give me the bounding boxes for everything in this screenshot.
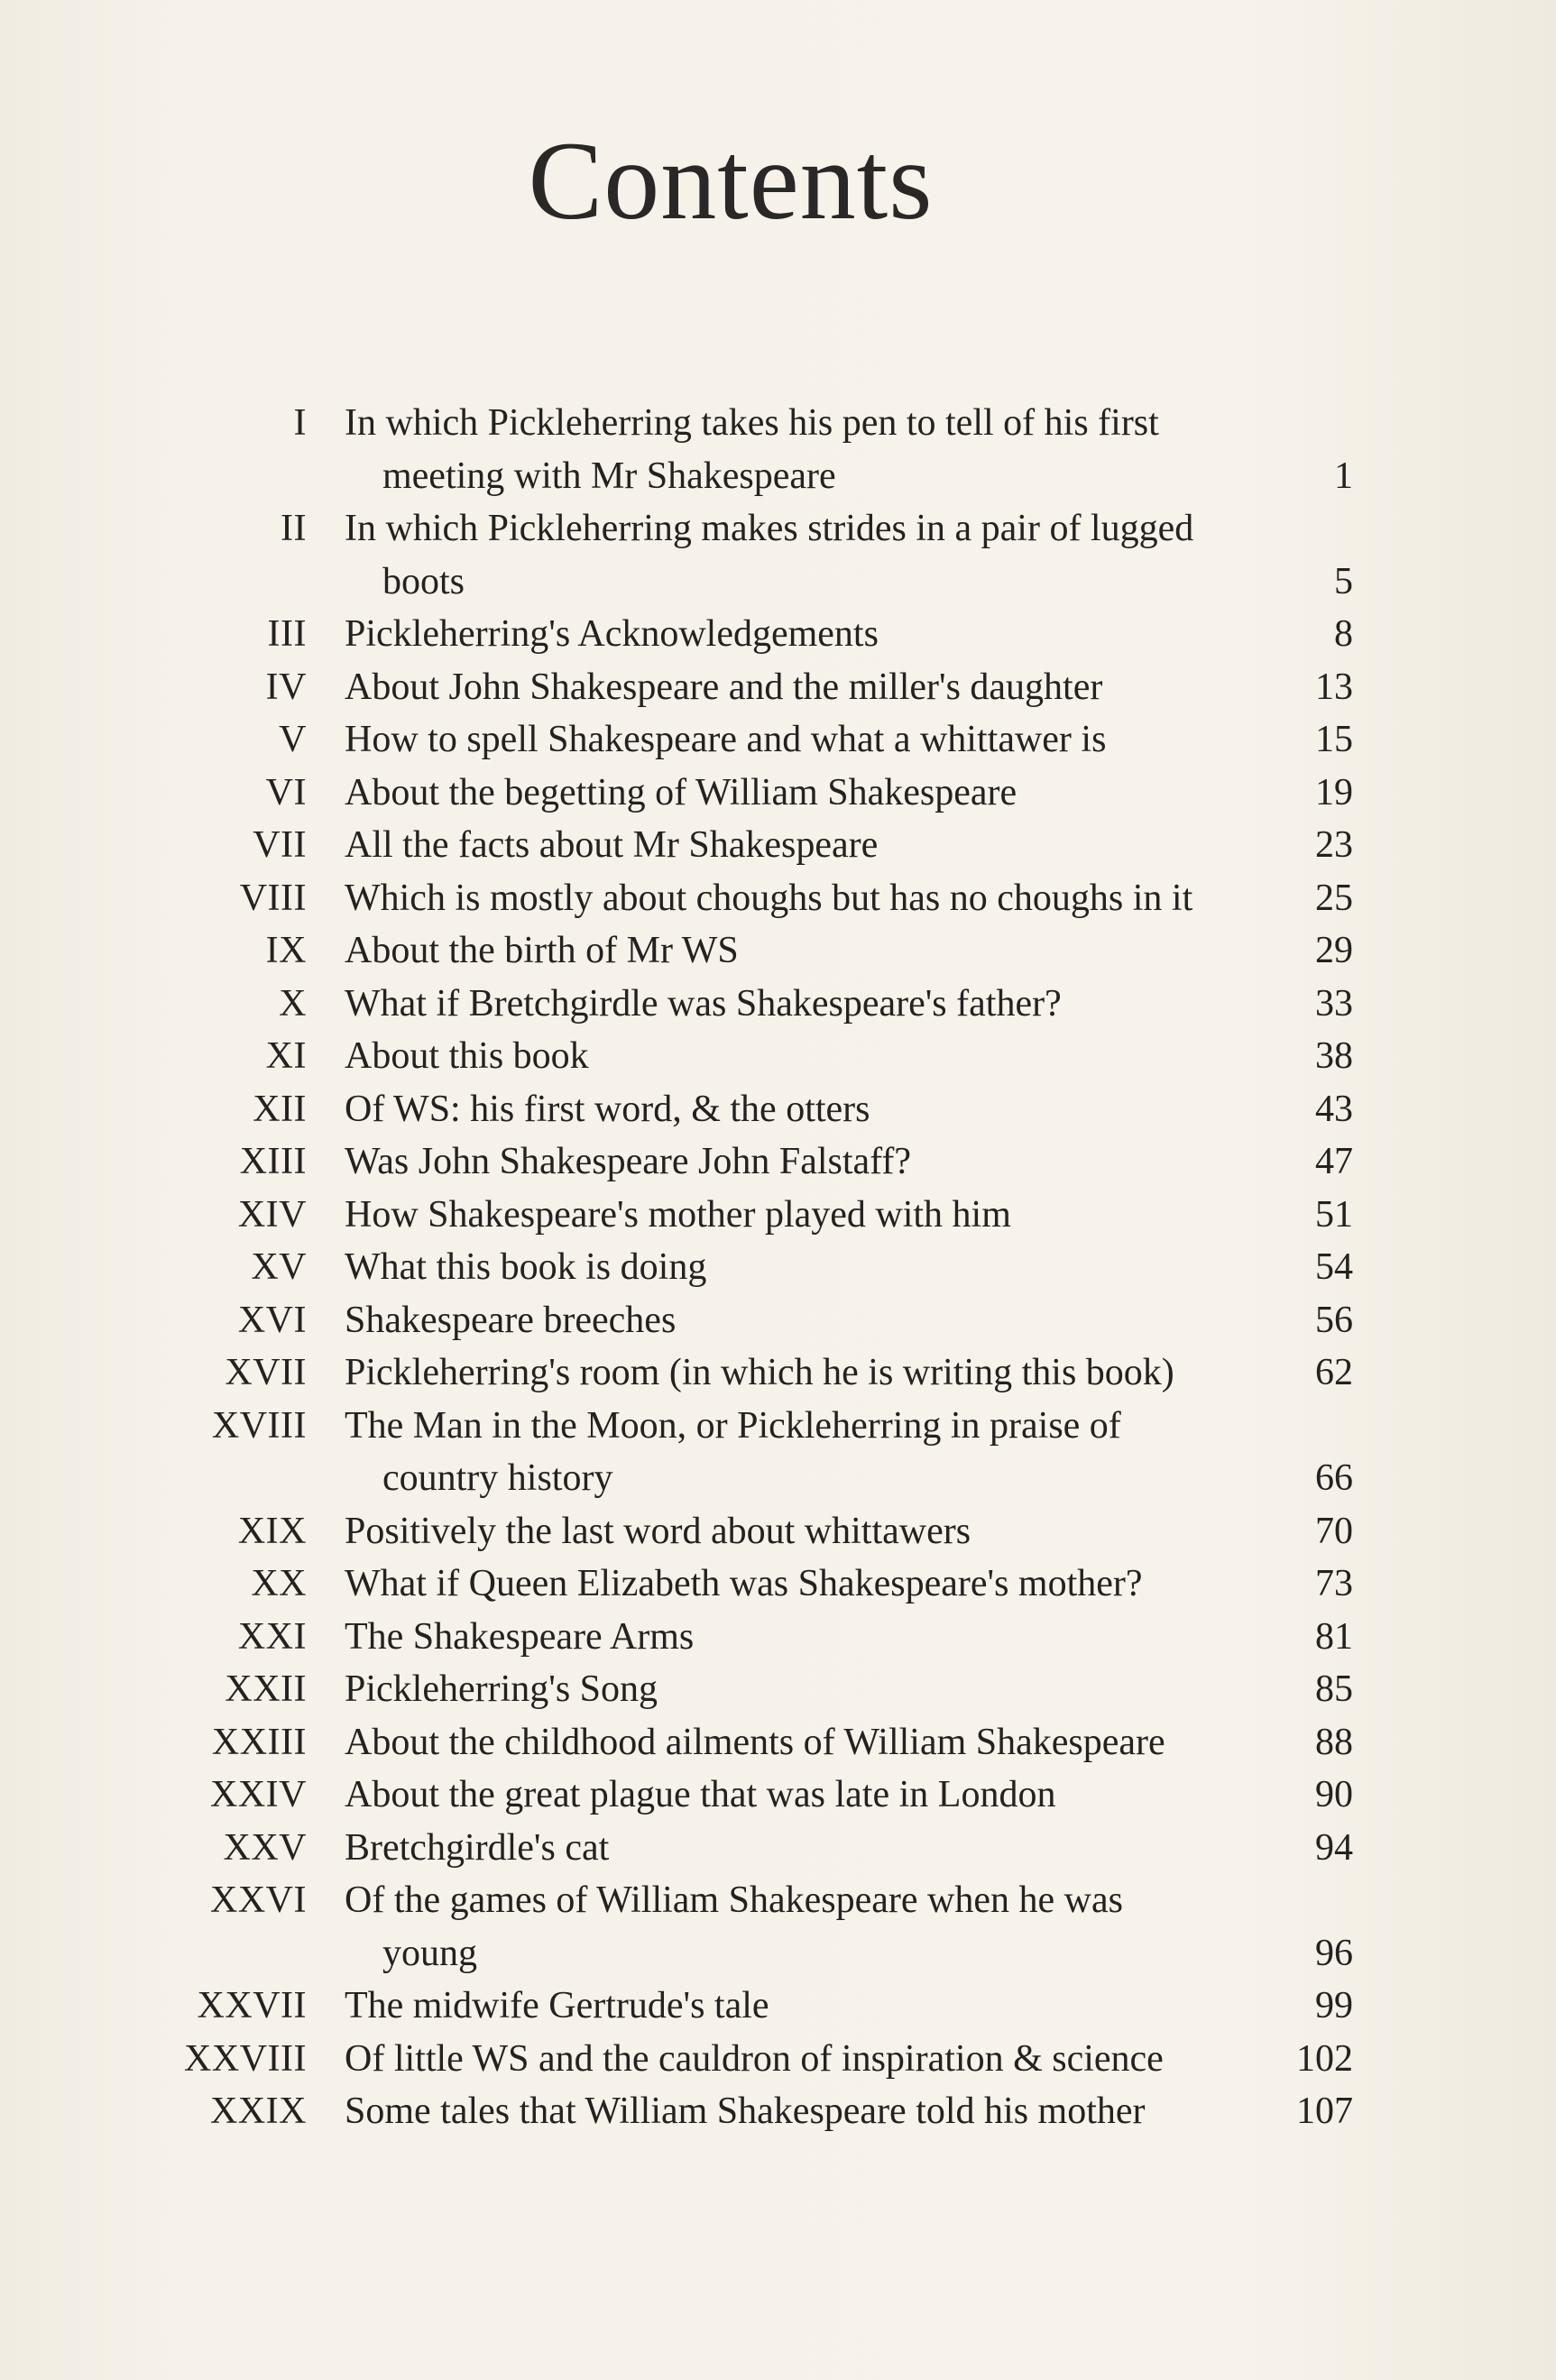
chapter-title: What if Queen Elizabeth was Shakespeare's mother? xyxy=(345,1563,1143,1604)
toc-entry xyxy=(135,978,1353,1031)
chapter-number: XXIV xyxy=(210,1774,307,1815)
page-number: 47 xyxy=(1315,1141,1353,1182)
chapter-number: VII xyxy=(253,824,307,866)
toc-entry xyxy=(135,608,1353,661)
toc-entry xyxy=(135,1611,1353,1664)
chapter-title: In which Pickleherring makes strides in a pair of lugged boots xyxy=(345,508,1194,602)
toc-entry xyxy=(135,713,1353,767)
chapter-title: All the facts about Mr Shakespeare xyxy=(345,824,879,866)
toc-entry xyxy=(135,1400,1353,1505)
chapter-number: XIV xyxy=(237,1193,307,1236)
chapter-number: VIII xyxy=(239,877,307,919)
chapter-number: XX xyxy=(251,1563,307,1604)
chapter-number: XXIX xyxy=(210,2091,307,2132)
chapter-title: About the great plague that was late in London xyxy=(345,1774,1056,1815)
chapter-title: Pickleherring's Acknowledgements xyxy=(345,613,879,655)
page-number: 85 xyxy=(1315,1668,1353,1710)
page-number: 96 xyxy=(1315,1932,1353,1974)
chapter-number: XI xyxy=(265,1035,307,1077)
page-number: 88 xyxy=(1315,1721,1353,1763)
page-number: 81 xyxy=(1315,1615,1353,1658)
toc-entry xyxy=(135,819,1353,872)
chapter-title: Was John Shakespeare John Falstaff? xyxy=(345,1141,912,1182)
toc-entry xyxy=(135,1505,1353,1558)
chapter-title: About this book xyxy=(345,1035,589,1077)
chapter-number: XXVII xyxy=(197,1985,307,2026)
chapter-title: About the begetting of William Shakespeare xyxy=(345,771,1017,813)
chapter-title: Shakespeare breeches xyxy=(345,1299,677,1341)
chapter-number: V xyxy=(279,719,307,760)
chapter-title: About the childhood ailments of William Shakespeare xyxy=(345,1721,1165,1763)
toc-entry xyxy=(135,872,1353,925)
toc-entry xyxy=(135,1980,1353,2033)
chapter-title: What this book is doing xyxy=(345,1246,707,1288)
toc-entry xyxy=(135,502,1353,608)
toc-entry xyxy=(135,1769,1353,1822)
page-number: 1 xyxy=(1334,455,1353,497)
chapter-number: II xyxy=(281,508,307,549)
chapter-number: XVI xyxy=(237,1299,307,1341)
page-title: Contents xyxy=(528,119,934,243)
toc-entry xyxy=(135,1558,1353,1611)
chapter-title: Pickleherring's Song xyxy=(345,1668,658,1710)
chapter-title: Some tales that William Shakespeare told his mother xyxy=(345,2091,1146,2132)
chapter-number: III xyxy=(267,613,307,655)
toc-entry xyxy=(135,767,1353,820)
chapter-title: How to spell Shakespeare and what a whittawer is xyxy=(345,719,1107,760)
chapter-number: XXVI xyxy=(210,1879,307,1921)
page-number: 73 xyxy=(1315,1563,1353,1604)
chapter-number: XXV xyxy=(223,1826,307,1869)
chapter-title: What if Bretchgirdle was Shakespeare's father? xyxy=(345,982,1062,1025)
toc-entry xyxy=(135,1822,1353,1875)
toc-entry xyxy=(135,1030,1353,1083)
page-number: 70 xyxy=(1315,1510,1353,1552)
page-number: 25 xyxy=(1315,877,1353,919)
chapter-number: XXI xyxy=(237,1615,307,1658)
chapter-number: XIX xyxy=(237,1510,307,1552)
chapter-number: VI xyxy=(265,771,307,813)
chapter-title: Of WS: his first word, & the otters xyxy=(345,1088,870,1130)
page-number: 107 xyxy=(1296,2091,1353,2132)
page-number: 19 xyxy=(1315,771,1353,813)
toc-entry xyxy=(135,1135,1353,1189)
toc-entry xyxy=(135,1663,1353,1716)
toc-entry xyxy=(135,1083,1353,1136)
chapter-title: Bretchgirdle's cat xyxy=(345,1826,610,1869)
page-number: 102 xyxy=(1296,2037,1353,2080)
chapter-title: The Shakespeare Arms xyxy=(345,1615,695,1658)
toc-entry xyxy=(135,1241,1353,1294)
toc-entry xyxy=(135,1294,1353,1347)
chapter-number: XXVIII xyxy=(184,2037,307,2080)
chapter-number: IV xyxy=(265,666,307,708)
toc-entry xyxy=(135,1346,1353,1400)
chapter-title: Positively the last word about whittawers xyxy=(345,1510,971,1552)
chapter-title: How Shakespeare's mother played with him xyxy=(345,1193,1011,1236)
toc-entry xyxy=(135,924,1353,978)
page-number: 15 xyxy=(1315,719,1353,760)
chapter-number: XXIII xyxy=(211,1721,307,1763)
page-number: 23 xyxy=(1315,824,1353,866)
page-number: 94 xyxy=(1315,1826,1353,1869)
chapter-number: XVII xyxy=(225,1352,307,1393)
toc-entry xyxy=(135,397,1353,502)
page-number: 51 xyxy=(1315,1193,1353,1236)
chapter-title: About John Shakespeare and the miller's daughter xyxy=(345,666,1103,708)
chapter-title: Pickleherring's room (in which he is writing this book) xyxy=(345,1352,1174,1393)
chapter-title: The midwife Gertrude's tale xyxy=(345,1985,769,2026)
chapter-number: XXII xyxy=(225,1668,307,1710)
page-number: 90 xyxy=(1315,1774,1353,1815)
page-number: 13 xyxy=(1315,666,1353,708)
chapter-number: I xyxy=(293,402,307,444)
page-number: 38 xyxy=(1315,1035,1353,1077)
chapter-title: Of the games of William Shakespeare when he was young xyxy=(345,1879,1123,1974)
chapter-number: X xyxy=(279,982,307,1025)
toc-entry xyxy=(135,1189,1353,1242)
page-number: 54 xyxy=(1315,1246,1353,1288)
chapter-number: XVIII xyxy=(211,1404,307,1447)
chapter-number: IX xyxy=(265,930,307,971)
page-number: 66 xyxy=(1315,1457,1353,1499)
page-number: 56 xyxy=(1315,1299,1353,1341)
table-of-contents xyxy=(135,397,1353,2138)
chapter-title: The Man in the Moon, or Pickleherring in praise of country history xyxy=(345,1404,1121,1499)
chapter-number: XIII xyxy=(239,1141,307,1182)
page-number: 33 xyxy=(1315,982,1353,1025)
chapter-number: XII xyxy=(253,1088,307,1130)
chapter-title: About the birth of Mr WS xyxy=(345,930,739,971)
chapter-title: Of little WS and the cauldron of inspiration & science xyxy=(345,2037,1164,2080)
page-number: 29 xyxy=(1315,930,1353,971)
toc-entry xyxy=(135,1874,1353,1980)
toc-entry xyxy=(135,2085,1353,2138)
page-number: 99 xyxy=(1315,1985,1353,2026)
page-number: 8 xyxy=(1334,613,1353,655)
page-number: 5 xyxy=(1334,560,1353,602)
chapter-number: XV xyxy=(251,1246,307,1288)
chapter-title: Which is mostly about choughs but has no choughs in it xyxy=(345,877,1193,919)
page-number: 62 xyxy=(1315,1352,1353,1393)
toc-entry xyxy=(135,1716,1353,1769)
chapter-title: In which Pickleherring takes his pen to tell of his first meeting with Mr Shakespeare xyxy=(345,402,1159,497)
toc-entry xyxy=(135,661,1353,714)
page-number: 43 xyxy=(1315,1088,1353,1130)
toc-entry xyxy=(135,2033,1353,2086)
